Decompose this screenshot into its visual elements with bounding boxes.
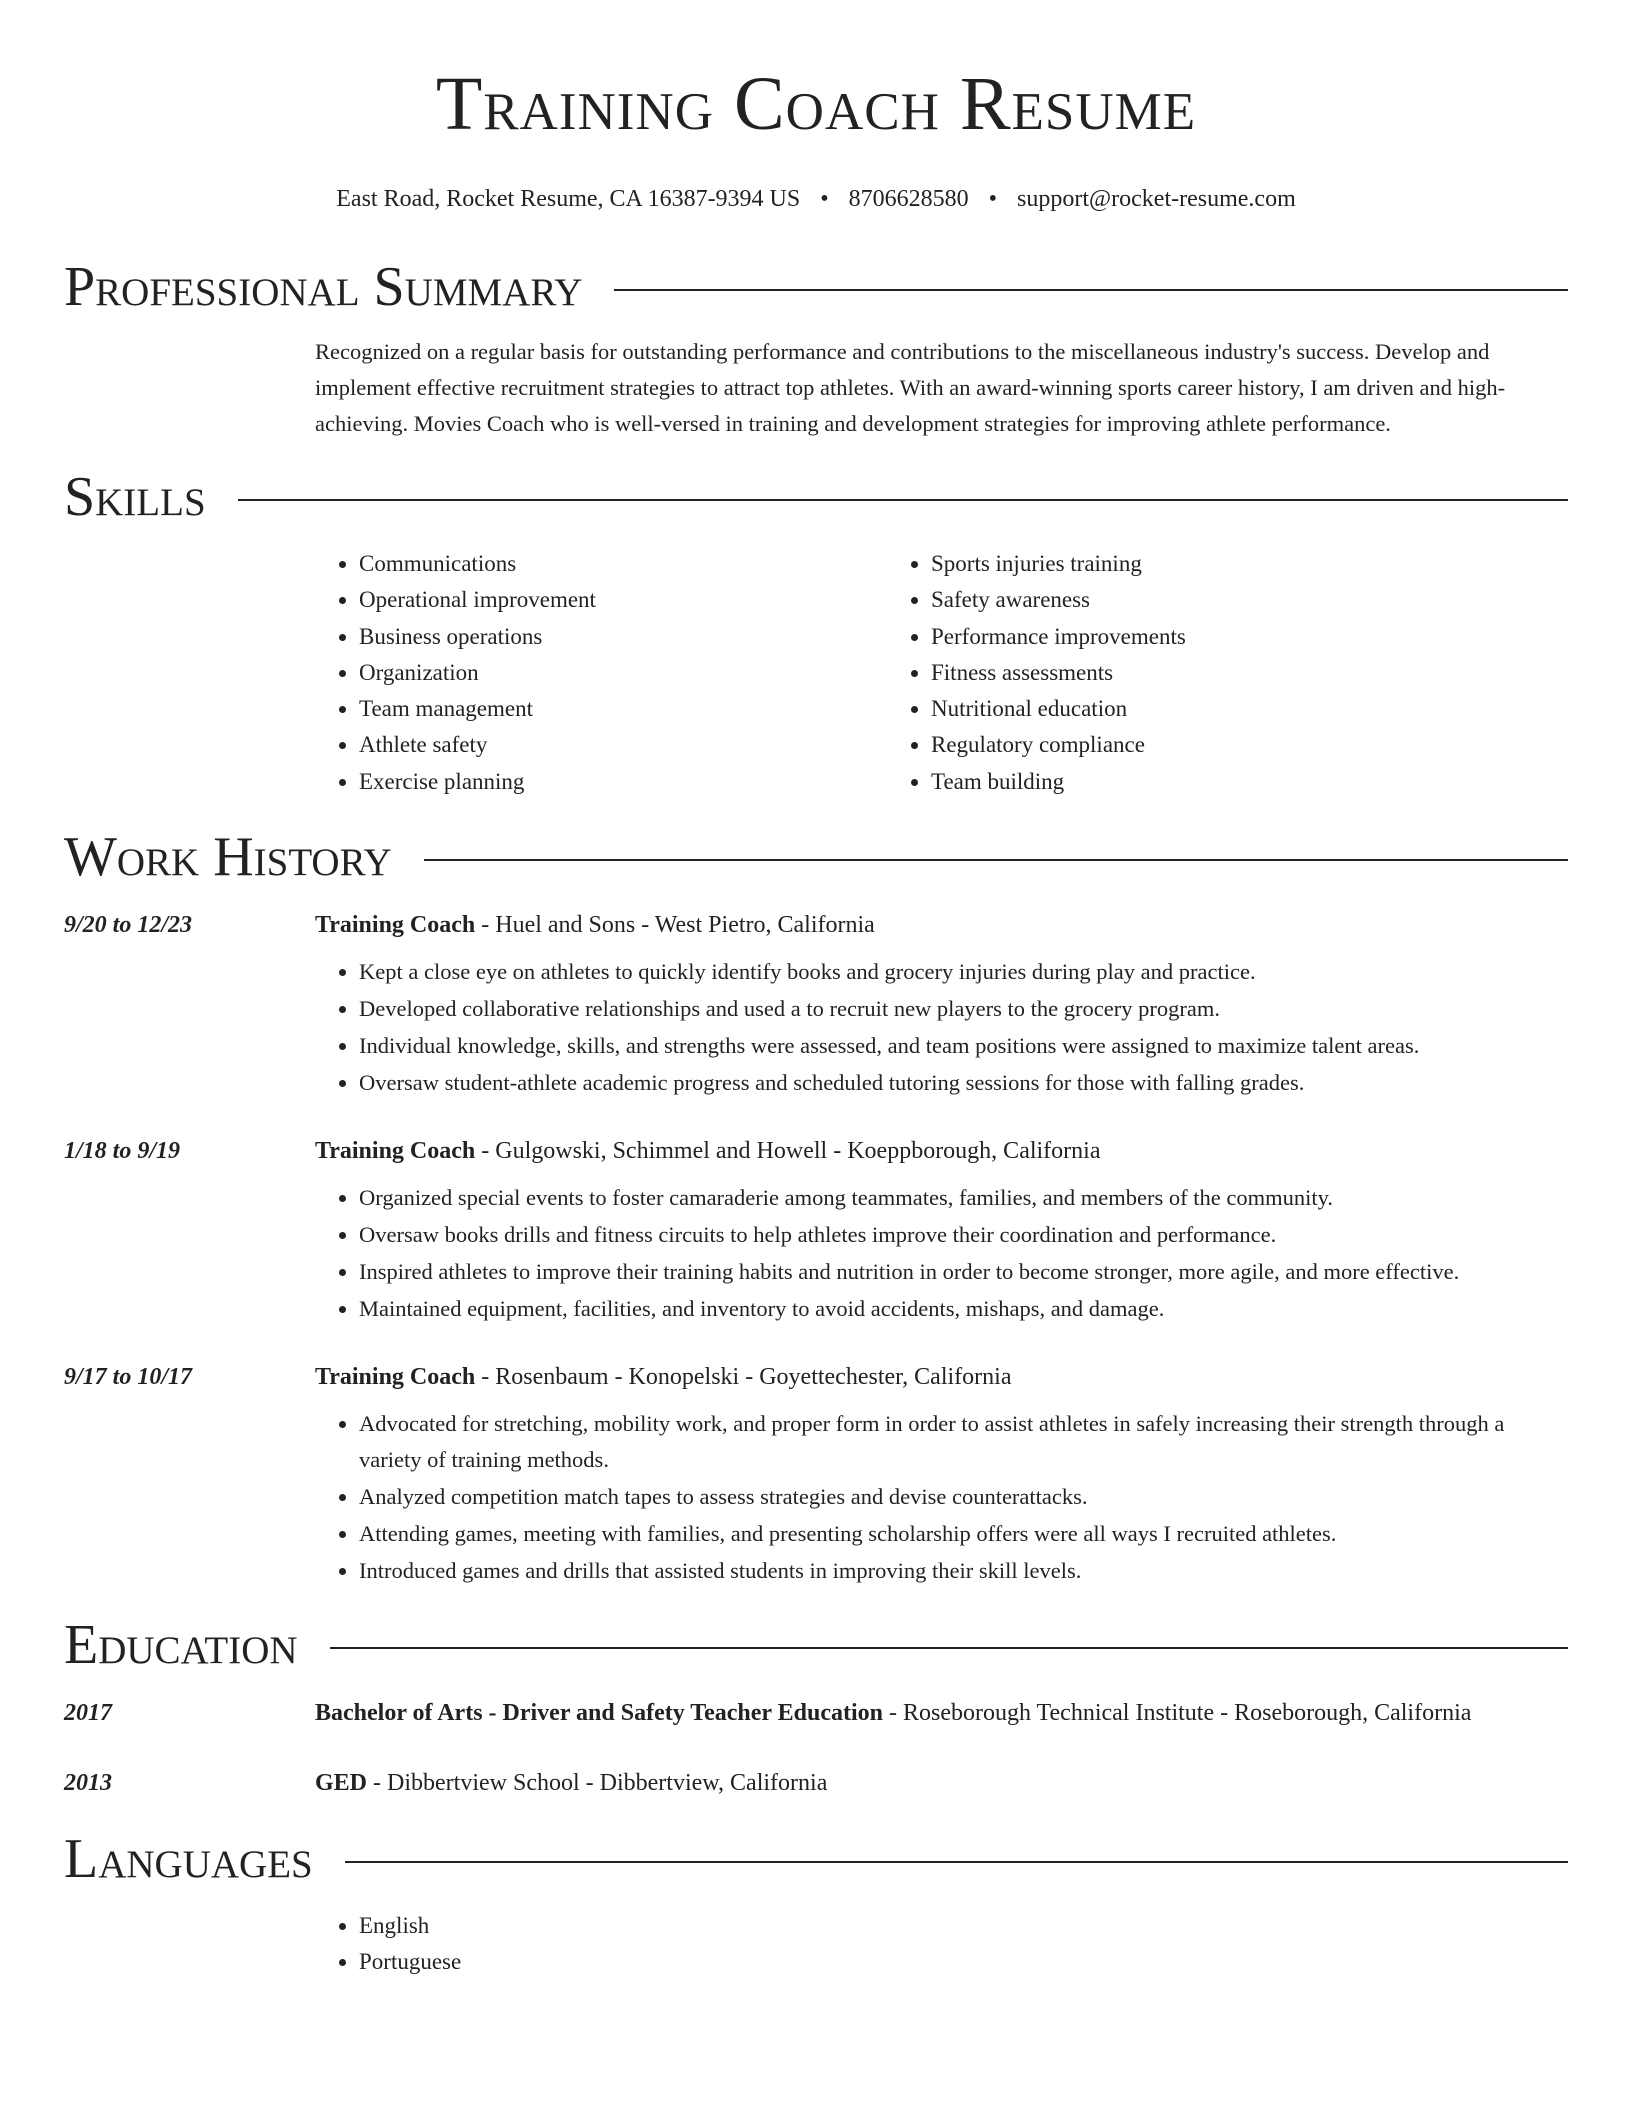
work-entry <box>64 1132 1568 1328</box>
languages-section-header <box>64 1824 1568 1894</box>
work-bullet: • Analyzed competition match tapes to assess strategies and devise counterattacks. <box>359 1479 1568 1515</box>
summary-section-title: Professional Summary <box>64 256 583 318</box>
work-bullet: • Developed collaborative relationships and used a to recruit new players to the grocery program. <box>359 991 1568 1027</box>
summary-text: Recognized on a regular basis for outstanding performance and contributions to the miscellaneous industry's success. Develop and implement effective recruitment strategies to attract top athletes. With an award-winning sports career history, I am driven and high-achieving. Movies Coach who is well-versed in training and development strategies for improving athlete performance. <box>315 339 1506 436</box>
summary-section-header <box>64 252 1568 322</box>
education-entry <box>64 1764 1568 1802</box>
work-section-header <box>64 822 1568 892</box>
languages-list <box>315 1908 1568 1980</box>
skill-item: • Nutritional education <box>931 691 1459 727</box>
language-item: • Portuguese <box>359 1944 1568 1980</box>
skills-section-title: Skills <box>64 466 206 528</box>
degree-name: Bachelor of Arts - Driver and Safety Teacher Education <box>315 1700 883 1727</box>
job-details: - Gulgowski, Schimmel and Howell - Koeppborough, California <box>475 1138 1101 1165</box>
school-details: - Roseborough Technical Institute - Roseborough, California <box>882 1700 1472 1727</box>
skills-list <box>315 546 1568 800</box>
section-divider <box>424 859 1568 861</box>
work-title-line <box>315 906 1568 944</box>
work-bullet: • Oversaw student-athlete academic progress and scheduled tutoring sessions for those with falling grades. <box>359 1065 1568 1101</box>
degree-name: GED <box>315 1770 368 1797</box>
contact-separator: • <box>988 186 998 212</box>
skill-item: • Communications <box>359 546 887 582</box>
section-divider <box>330 1647 1568 1649</box>
work-section-title: Work History <box>64 826 392 889</box>
work-bullet: • Advocated for stretching, mobility work, and proper form in order to assist athletes in safely increasing their strength through a variety of training methods. <box>359 1406 1568 1478</box>
work-dates: 9/20 to 12/23 <box>64 912 193 939</box>
contact-phone: 8706628580 <box>848 186 969 212</box>
work-dates: 9/17 to 10/17 <box>64 1364 193 1391</box>
job-title: Training Coach <box>315 1364 476 1391</box>
work-bullet: • Kept a close eye on athletes to quickly identify books and grocery injuries during play and practice. <box>359 954 1568 990</box>
skill-item: • Regulatory compliance <box>931 727 1459 763</box>
skills-section-header <box>64 462 1568 532</box>
education-line <box>315 1764 1568 1802</box>
work-bullets <box>315 954 1568 1101</box>
skill-item: • Sports injuries training <box>931 546 1459 582</box>
skill-item: • Performance improvements <box>931 619 1459 655</box>
section-divider <box>614 289 1568 291</box>
contact-line <box>64 184 1568 214</box>
school-details: - Dibbertview School - Dibbertview, California <box>367 1770 828 1797</box>
section-divider <box>238 499 1568 501</box>
skills-column-left <box>315 546 887 800</box>
languages-section-title: Languages <box>64 1828 313 1891</box>
education-year: 2017 <box>64 1700 112 1727</box>
skill-item: • Exercise planning <box>359 764 887 800</box>
work-bullet: • Attending games, meeting with families, and presenting scholarship offers were all ways I recruited athletes. <box>359 1516 1568 1552</box>
work-dates: 1/18 to 9/19 <box>64 1138 181 1165</box>
skill-item: • Business operations <box>359 619 887 655</box>
skill-item: • Organization <box>359 655 887 691</box>
work-bullet: • Organized special events to foster camaraderie among teammates, families, and members of the community. <box>359 1180 1568 1216</box>
work-bullet: • Maintained equipment, facilities, and inventory to avoid accidents, mishaps, and damage. <box>359 1291 1568 1327</box>
contact-email: support@rocket-resume.com <box>1017 186 1296 212</box>
work-bullet: • Inspired athletes to improve their training habits and nutrition in order to become stronger, more agile, and more effective. <box>359 1254 1568 1290</box>
job-title: Training Coach <box>315 912 476 939</box>
work-bullet: • Oversaw books drills and fitness circuits to help athletes improve their coordination and performance. <box>359 1217 1568 1253</box>
work-bullet: • Individual knowledge, skills, and strengths were assessed, and team positions were assigned to maximize talent areas. <box>359 1028 1568 1064</box>
skills-column-right <box>887 546 1459 800</box>
education-section-header <box>64 1610 1568 1680</box>
work-title-line <box>315 1358 1568 1396</box>
skill-item: • Team management <box>359 691 887 727</box>
work-bullets <box>315 1406 1568 1589</box>
contact-separator: • <box>820 186 829 212</box>
language-item: • English <box>359 1908 1568 1944</box>
job-title: Training Coach <box>315 1138 476 1165</box>
skill-item: • Safety awareness <box>931 582 1459 618</box>
section-divider <box>345 1861 1568 1863</box>
work-bullet: • Introduced games and drills that assisted students in improving their skill levels. <box>359 1553 1568 1589</box>
contact-address: East Road, Rocket Resume, CA 16387-9394 US <box>336 186 801 212</box>
work-entry <box>64 1358 1568 1590</box>
education-year: 2013 <box>64 1770 112 1797</box>
education-line <box>315 1694 1568 1732</box>
resume-title: Training Coach Resume <box>435 62 1197 146</box>
skill-item: • Fitness assessments <box>931 655 1459 691</box>
skill-item: • Athlete safety <box>359 727 887 763</box>
job-details: - Rosenbaum - Konopelski - Goyettechester, California <box>475 1364 1012 1391</box>
work-title-line <box>315 1132 1568 1170</box>
education-entry <box>64 1694 1568 1732</box>
job-details: - Huel and Sons - West Pietro, California <box>475 912 875 939</box>
skill-item: • Operational improvement <box>359 582 887 618</box>
work-bullets <box>315 1180 1568 1327</box>
work-entry <box>64 906 1568 1102</box>
education-section-title: Education <box>64 1614 298 1677</box>
skill-item: • Team building <box>931 764 1459 800</box>
